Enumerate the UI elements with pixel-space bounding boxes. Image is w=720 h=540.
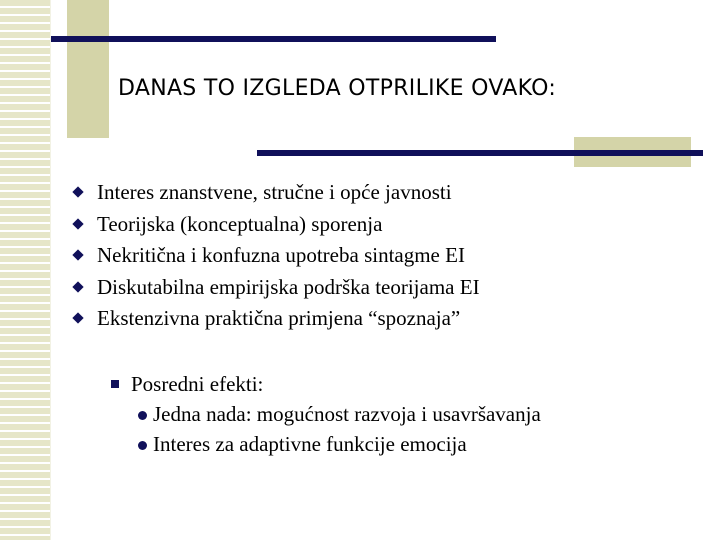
sub-bullet-item bbox=[138, 399, 541, 429]
bullet-item bbox=[77, 209, 480, 241]
diamond-bullet-icon bbox=[72, 312, 83, 323]
square-bullet-icon bbox=[111, 380, 119, 388]
sub-heading: Posredni efekti: bbox=[131, 372, 264, 396]
bullet-item bbox=[77, 177, 480, 209]
diamond-bullet-icon bbox=[72, 281, 83, 292]
bullet-text: Teorijska (konceptualna) sporenja bbox=[97, 211, 383, 236]
bullet-list bbox=[77, 177, 480, 335]
bullet-text: Diskutabilna empirijska podrška teorijama EI bbox=[97, 274, 480, 299]
slide-title: DANAS TO IZGLEDA OTPRILIKE OVAKO: bbox=[118, 76, 557, 101]
round-bullet-icon bbox=[138, 441, 147, 450]
bullet-item bbox=[77, 272, 480, 304]
sub-bullet-item bbox=[138, 429, 467, 459]
title-bottom-rule bbox=[257, 150, 703, 156]
title-top-rule bbox=[51, 36, 496, 42]
bullet-text: Ekstenzivna praktična primjena “spoznaja” bbox=[97, 306, 461, 330]
sub-bullet-text: Jedna nada: mogućnost razvoja i usavršavanja bbox=[153, 402, 541, 426]
round-bullet-icon bbox=[138, 411, 147, 420]
decorative-stripe-column bbox=[0, 0, 51, 540]
diamond-bullet-icon bbox=[72, 186, 83, 197]
bullet-text: Nekritična i konfuzna upotreba sintagme EI bbox=[97, 243, 465, 267]
sub-bullet-text: Interes za adaptivne funkcije emocija bbox=[153, 432, 467, 456]
diamond-bullet-icon bbox=[72, 249, 83, 260]
diamond-bullet-icon bbox=[72, 218, 83, 229]
bullet-item bbox=[77, 240, 480, 272]
title-accent-block bbox=[67, 0, 109, 138]
bullet-text: Interes znanstvene, stručne i opće javnosti bbox=[97, 180, 452, 204]
bullet-item bbox=[77, 303, 480, 335]
